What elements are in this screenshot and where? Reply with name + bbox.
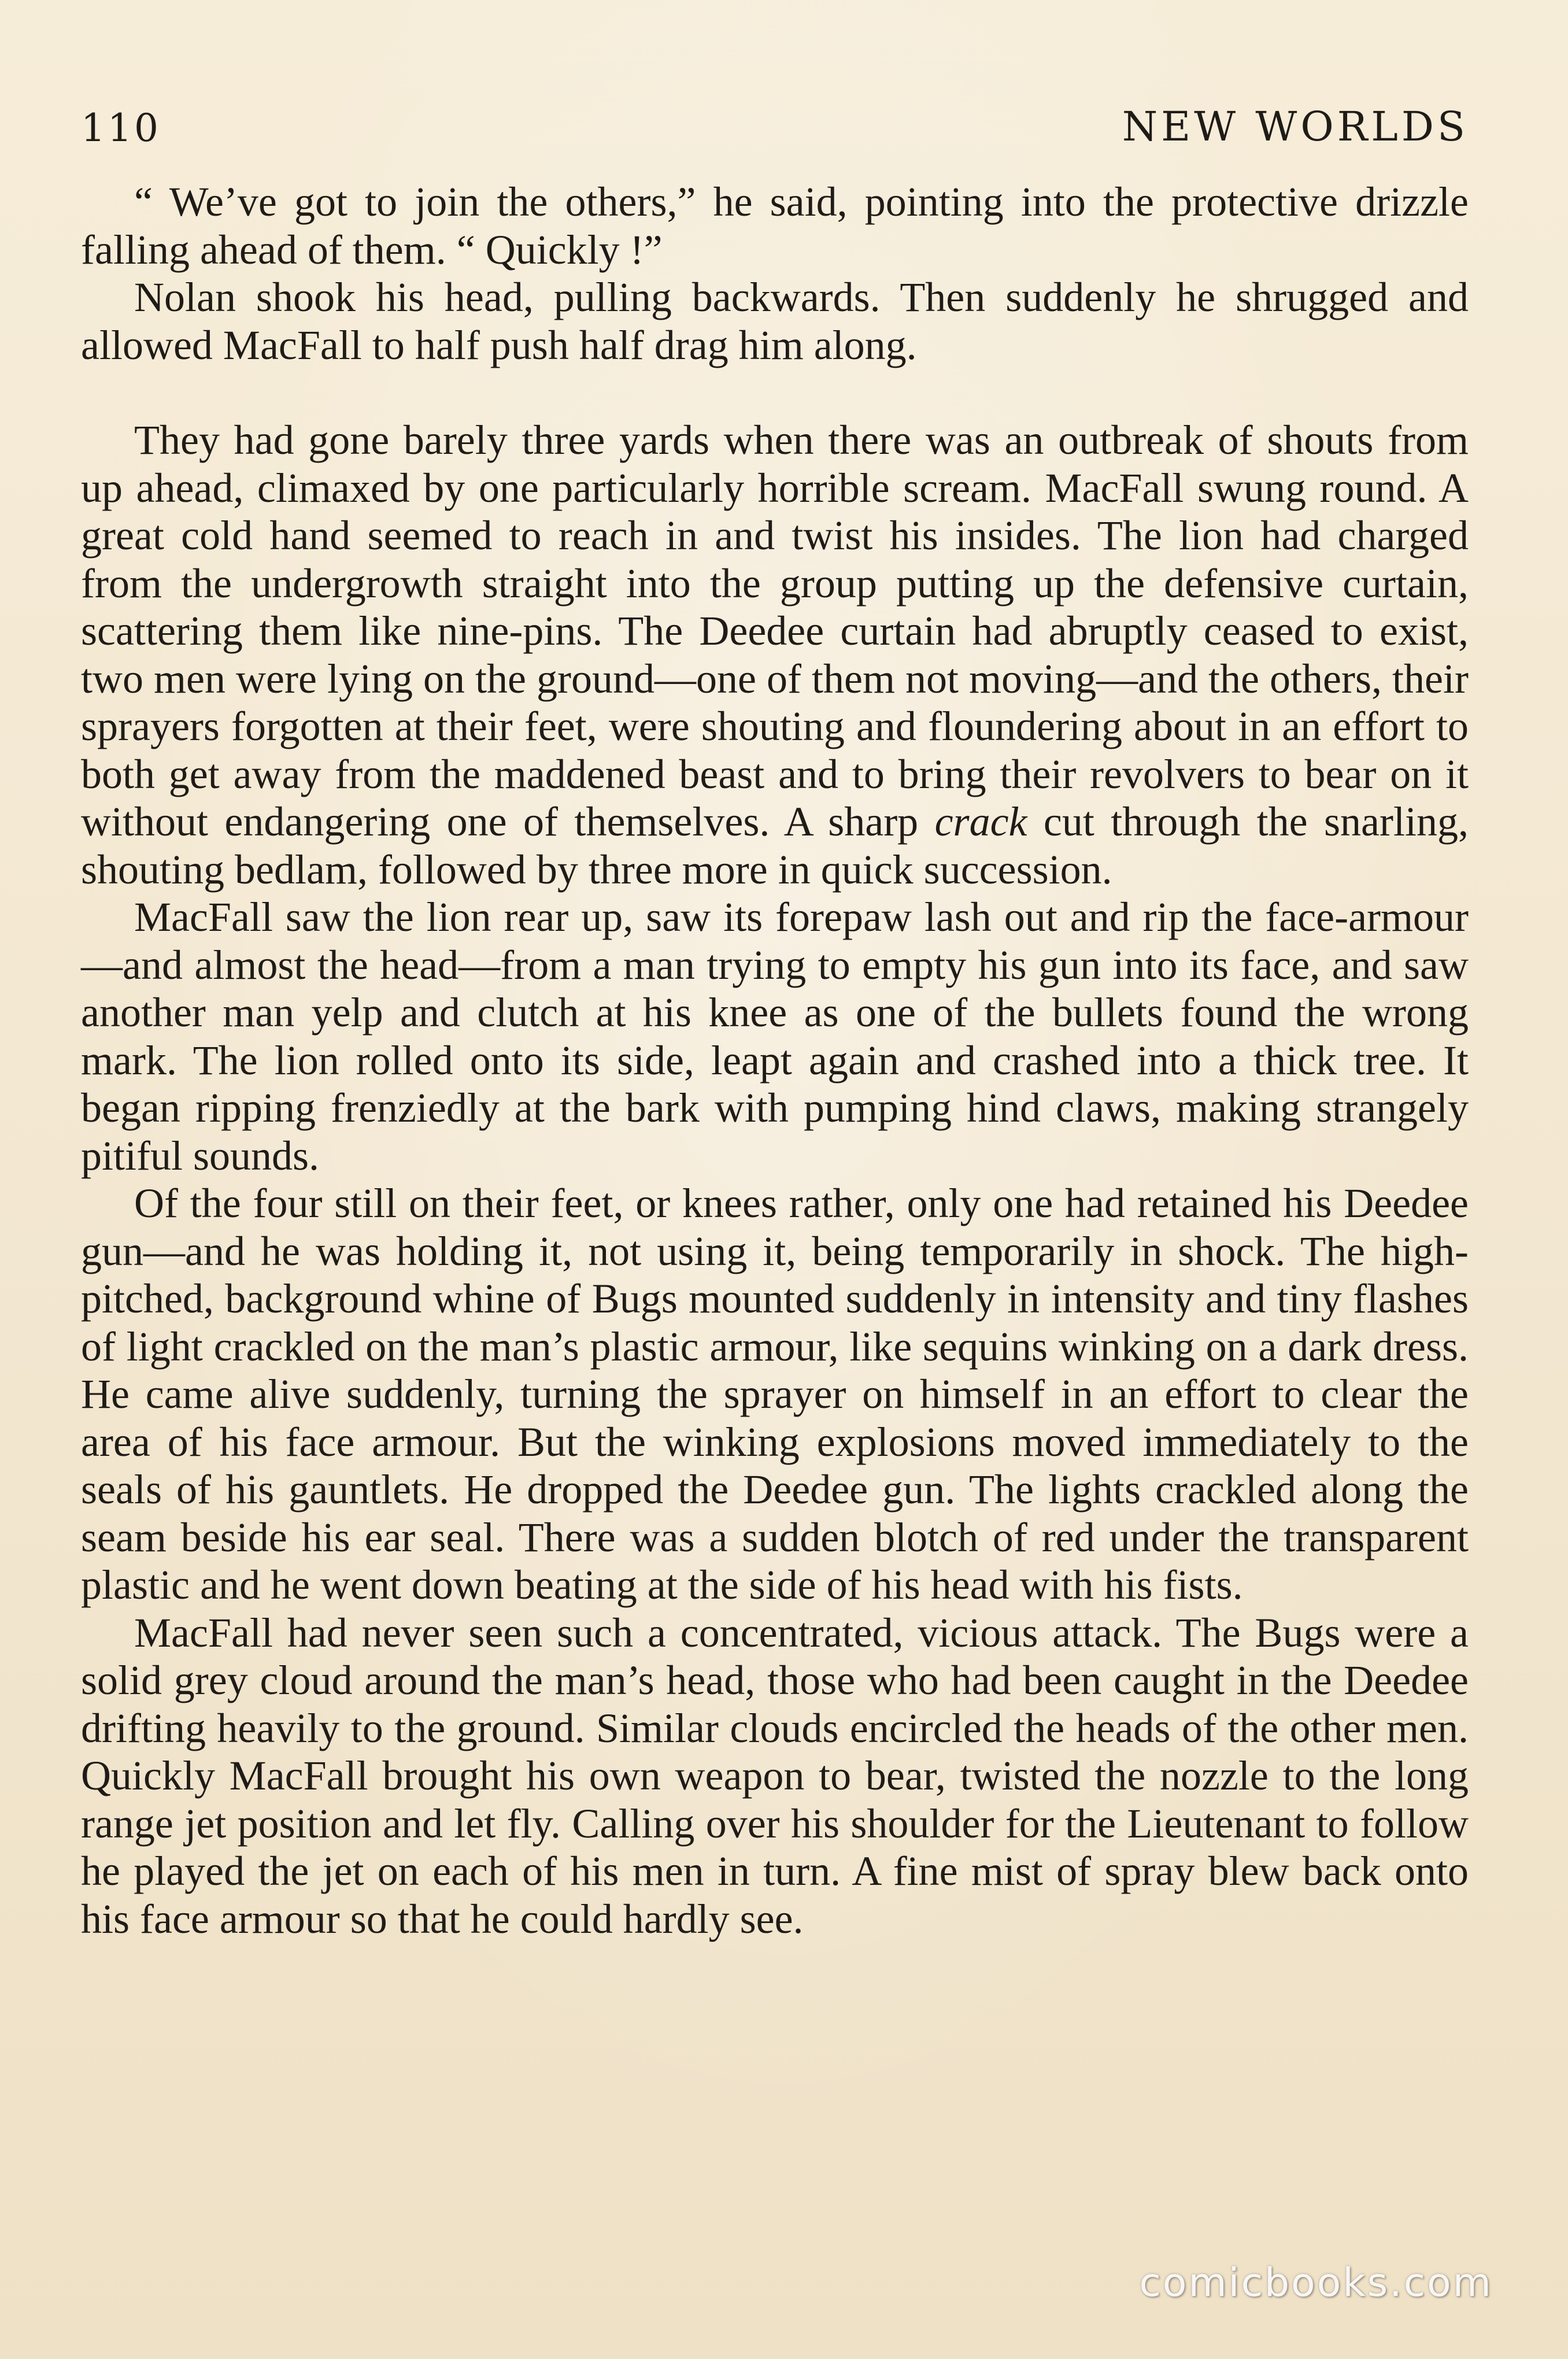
body-text: [81, 178, 1469, 1943]
paragraph-text: MacFall had never seen such a concentrated, vicious attack. The Bugs were a solid grey cloud around the man’s head, those who had been caught in the Deedee drifting heavily to the ground. Similar clouds encircled the heads of the other men. Quickly MacFall brought his own weapon to bear, twisted the nozzle to the long range jet position and let fly. Calling over his shoulder for the Lieutenant to follow he played the jet on each of his men in turn. A fine mist of spray blew back onto his face armour so that he could hardly see.: [81, 1609, 1469, 1942]
paragraph-text: “ We’ve got to join the others,” he said, pointing into the protective drizzle falling ahead of them. “ Quickly !”: [81, 179, 1469, 273]
paragraph-text: MacFall saw the lion rear up, saw its forepaw lash out and rip the face-armour—and almost the head—from a man trying to empty his gun into its face, and saw another man yelp and clutch at his knee as one of the bullets found the wrong mark. The lion rolled onto its side, leapt again and crashed into a thick tree. It began ripping frenziedly at the bark with pumping hind claws, making strangely pitiful sounds.: [81, 894, 1469, 1179]
paragraph: [81, 178, 1469, 273]
paragraph-text: Of the four still on their feet, or knees rather, only one had retained his Deedee gun—and he was holding it, not using it, being temporarily in shock. The high-pitched, background whine of Bugs mounted suddenly in intensity and tiny flashes of light crackled on the man’s plastic armour, like sequins winking on a dark dress. He came alive suddenly, turning the sprayer on himself in an effort to clear the area of his face armour. But the winking explosions moved immediately to the seals of his gauntlets. He dropped the Deedee gun. The lights crackled along the seam beside his ear seal. There was a sudden blotch of red under the transparent plastic and he went down beating at the side of his head with his fists.: [81, 1180, 1469, 1608]
paragraph: [81, 273, 1469, 369]
paragraph-text: cut through the snarling, shouting bedlam, followed by three more in quick succession.: [81, 798, 1469, 893]
paragraph: [81, 1609, 1469, 1943]
paragraph-text: Nolan shook his head, pulling backwards. Then suddenly he shrugged and allowed MacFall to half push half drag him along.: [81, 274, 1469, 368]
paragraph: [81, 1180, 1469, 1609]
italic-word: crack: [934, 798, 1027, 845]
running-head: NEW WORLDS: [1122, 103, 1469, 150]
page-number: 110: [81, 106, 161, 150]
paragraph: [81, 893, 1469, 1180]
watermark: comicbooks.com: [1139, 2260, 1493, 2306]
page-header: [81, 87, 1469, 150]
paragraph-text: They had gone barely three yards when there was an outbreak of shouts from up ahead, climaxed by one particularly horrible scream. MacFall swung round. A great cold hand seemed to reach in and twist his insides. The lion had charged from the undergrowth straight into the group putting up the defensive curtain, scattering them like nine-pins. The Deedee curtain had abruptly ceased to exist, two men were lying on the ground—one of them not moving—and the others, their sprayers forgotten at their feet, were shouting and floundering about in an effort to both get away from the maddened beast and to bring their revolvers to bear on it without endangering one of themselves. A sharp: [81, 417, 1469, 845]
paragraph: [81, 416, 1469, 893]
